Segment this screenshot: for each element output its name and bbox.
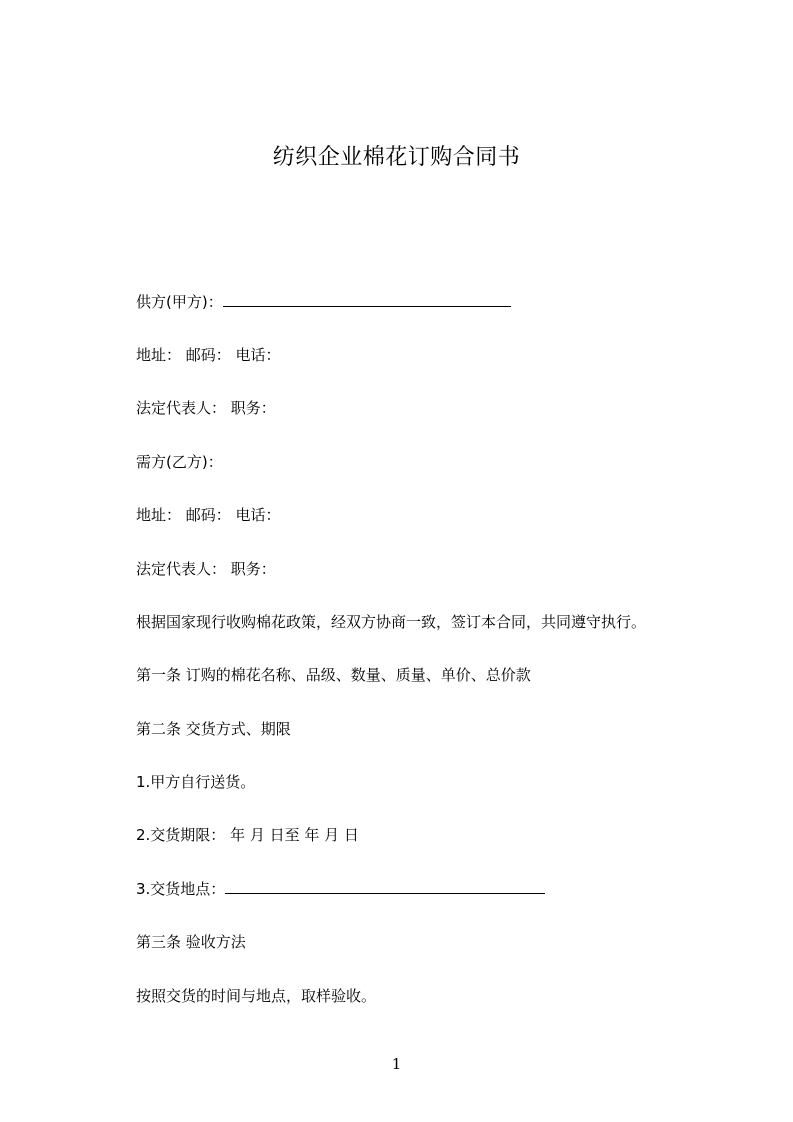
buyer-line: 需方(乙方)： [136, 453, 223, 471]
document-title: 纺织企业棉花订购合同书 [272, 145, 521, 170]
article-3-heading: 第三条 验收方法 [136, 933, 246, 951]
supplier-blank [223, 292, 511, 307]
article-2-item-1: 1.甲方自行送货。 [136, 773, 256, 791]
supplier-representative-line: 法定代表人： 职务： [136, 399, 276, 417]
preamble-paragraph: 根据国家现行收购棉花政策，经双方协商一致，签订本合同，共同遵守执行。 [136, 613, 647, 631]
supplier-address-line: 地址： 邮码： 电话： [136, 346, 281, 364]
article-2-heading: 第二条 交货方式、期限 [136, 720, 291, 738]
supplier-label: 供方(甲方)： [136, 293, 223, 311]
supplier-line [136, 292, 511, 312]
page-number: 1 [391, 1055, 402, 1073]
article-1-heading: 第一条 订购的棉花名称、品级、数量、质量、单价、总价款 [136, 666, 531, 684]
buyer-address-line: 地址： 邮码： 电话： [136, 506, 281, 524]
delivery-location-label: 3.交货地点： [136, 880, 226, 898]
delivery-location-blank [225, 879, 545, 894]
buyer-representative-line: 法定代表人： 职务： [136, 560, 276, 578]
article-3-text: 按照交货的时间与地点，取样验收。 [136, 987, 377, 1005]
article-2-item-2: 2.交货期限： 年 月 日至 年 月 日 [136, 826, 359, 844]
article-2-item-3 [136, 879, 545, 899]
